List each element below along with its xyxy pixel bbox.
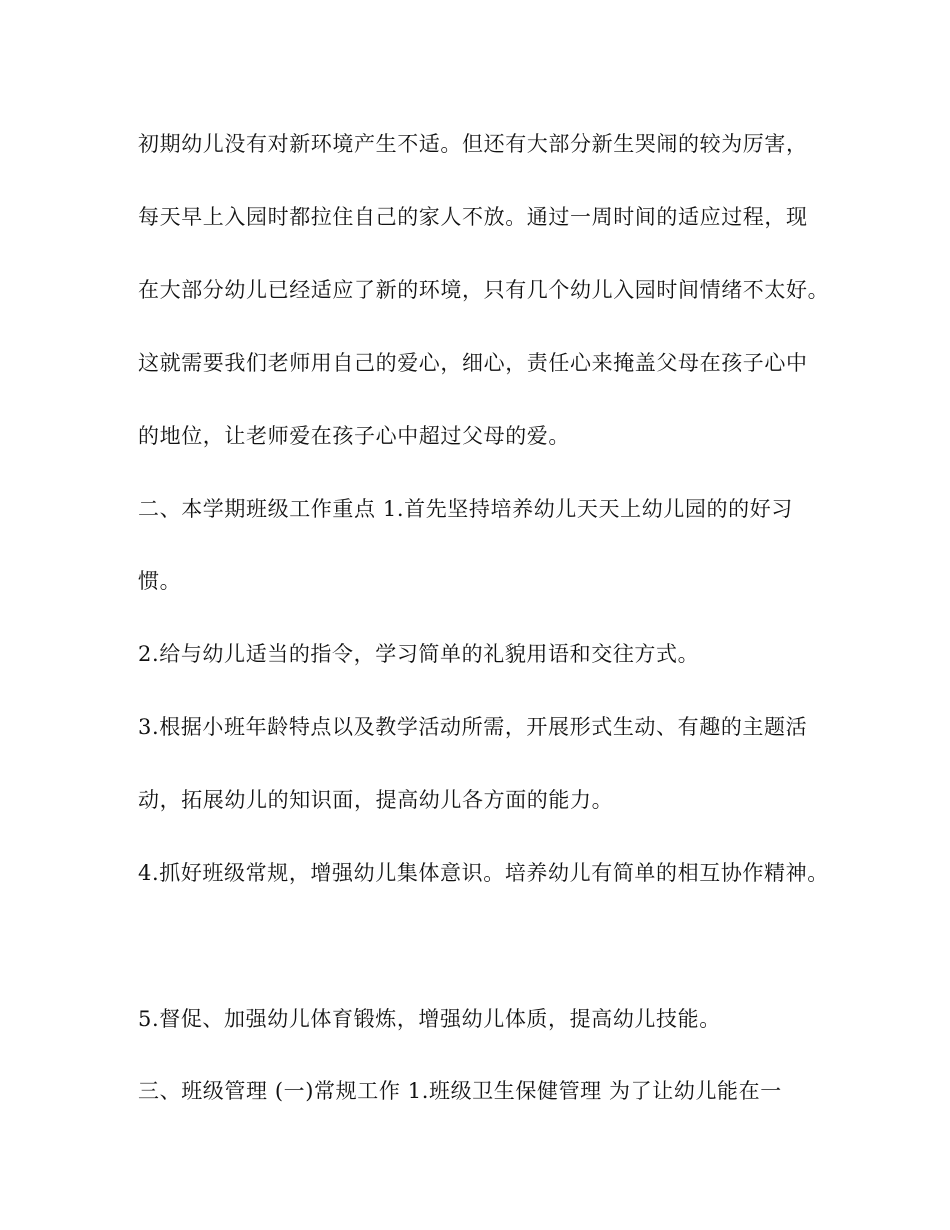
paragraph-line: 这就需要我们老师用自己的爱心，细心，责任心来掩盖父母在孩子心中 <box>138 351 808 375</box>
section-heading-line: 三、班级管理 (一)常规工作 1.班级卫生保健管理 为了让幼儿能在一 <box>138 1079 782 1103</box>
paragraph-line: 初期幼儿没有对新环境产生不适。但还有大部分新生哭闹的较为厉害， <box>138 132 808 156</box>
list-item-2: 2.给与幼儿适当的指令，学习简单的礼貌用语和交往方式。 <box>138 642 700 666</box>
list-item-5: 5.督促、加强幼儿体育锻炼，增强幼儿体质，提高幼儿技能。 <box>138 1007 721 1031</box>
list-item-4: 4.抓好班级常规，增强幼儿集体意识。培养幼儿有简单的相互协作精神。 <box>138 861 829 885</box>
list-item-3-continuation: 动，拓展幼儿的知识面，提高幼儿各方面的能力。 <box>138 788 614 812</box>
paragraph-line: 在大部分幼儿已经适应了新的环境，只有几个幼儿入园时间情绪不太好。 <box>138 278 830 302</box>
paragraph-line: 的地位，让老师爱在孩子心中超过父母的爱。 <box>138 424 570 448</box>
paragraph-line: 每天早上入园时都拉住自己的家人不放。通过一周时间的适应过程，现 <box>138 205 808 229</box>
section-heading-line: 二、本学期班级工作重点 1.首先坚持培养幼儿天天上幼儿园的的好习 <box>138 497 793 521</box>
paragraph-line: 惯。 <box>138 569 182 593</box>
list-item-3: 3.根据小班年龄特点以及教学活动所需，开展形式生动、有趣的主题活 <box>138 715 808 739</box>
